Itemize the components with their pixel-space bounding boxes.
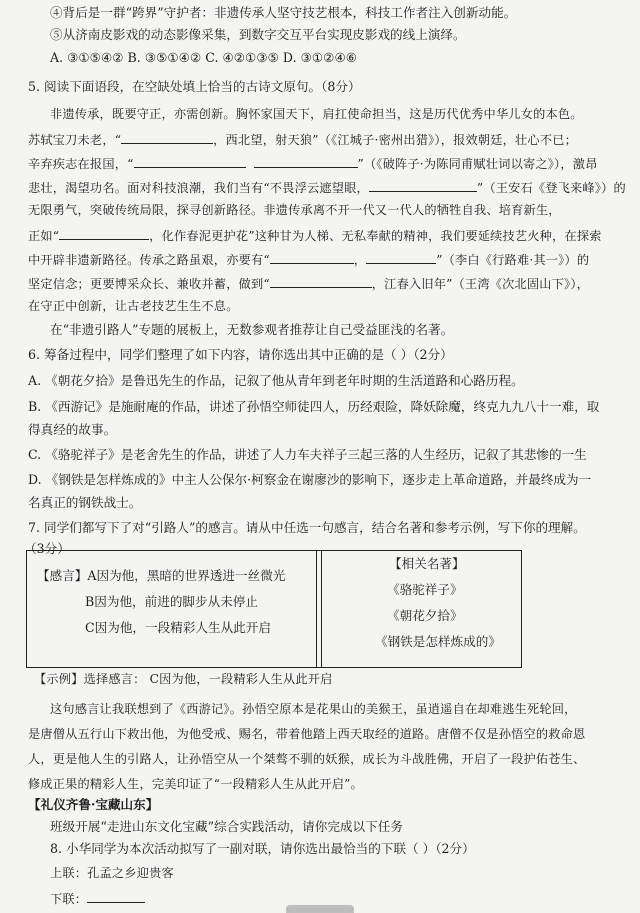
- book-item: 《朝花夕拾》: [387, 608, 463, 623]
- q6-prompt: 6. 筹备过程中，同学们整理了如下内容，请你选出其中正确的是（ ）（2分）: [28, 347, 453, 362]
- q5-line: 辛弃疾志在报国，“ ”（《破阵子·为陈同甫赋壮词以寄之》），激昂: [28, 153, 598, 173]
- section-title: 【礼仪齐鲁·宝藏山东】: [28, 797, 159, 812]
- q6-option-a: A. 《朝花夕拾》是鲁迅先生的作品，记叙了他从青年到老年时期的生活道路和心路历程。: [28, 373, 524, 388]
- answer-blank[interactable]: [366, 249, 436, 264]
- scroll-handle[interactable]: [286, 905, 354, 913]
- book-item: 《钢铁是怎样炼成的》: [375, 634, 501, 649]
- q5-line: 悲壮，渴望功名。面对科技浪潮，我们当有“不畏浮云遮望眼， ”（王安石《登飞来峰》）的: [28, 177, 626, 197]
- q6-option-d: D. 《钢铁是怎样炼成的》中主人公保尔·柯察金在谢廖沙的影响下，逐步走上革命道路，并最终成为一: [28, 472, 592, 487]
- quote-c: C因为他，一段精彩人生从此开启: [85, 620, 271, 635]
- example-line: 修成正果的精彩人生，完美印证了“一段精彩人生从此开启”。: [28, 777, 363, 791]
- q8-prompt: 8. 小华同学为本次活动拟写了一副对联，请你选出最恰当的下联（ ）（2分）: [50, 841, 475, 856]
- answer-blank[interactable]: [270, 273, 372, 288]
- quote-b: B因为他，前进的脚步从未停止: [85, 594, 258, 609]
- answer-blank[interactable]: [270, 249, 354, 264]
- sentence-5: ⑤从济南皮影戏的动态影像采集，到数字交互平台实现皮影戏的线上演绎。: [50, 27, 466, 42]
- couplet-lower: 下联：: [50, 888, 145, 908]
- q5-after: 在“非遗引路人”专题的展板上，无数参观者推荐让自己受益匪浅的名著。: [50, 322, 454, 337]
- q5-prompt: 5. 阅读下面语段，在空缺处填上恰当的古诗文原句。（8分）: [28, 79, 361, 94]
- q6-option-b-cont: 得真经的故事。: [28, 422, 117, 437]
- book-item: 《骆驼祥子》: [387, 582, 463, 597]
- q4-options: A. ③①⑤④② B. ③⑤①④② C. ④②①③⑤ D. ③①②④⑥: [50, 50, 358, 65]
- answer-blank[interactable]: [369, 177, 477, 192]
- answer-blank[interactable]: [87, 888, 145, 903]
- section-intro: 班级开展“走进山东文化宝藏”综合实践活动，请你完成以下任务: [50, 819, 403, 834]
- q5-line: 坚定信念；更要博采众长、兼收并蓄，做到“ ，江春入旧年”（王湾《次北固山下》），: [28, 273, 589, 293]
- q5-line: 中开辟非遗新路径。传承之路虽艰，亦要有“ ， ”（李白《行路难·其一》）的: [28, 249, 589, 269]
- example-line: 这句感言让我联想到了《西游记》。孙悟空原本是花果山的美猴王，虽逍遥自在却难逃生死轮回，: [50, 702, 577, 716]
- example-head: 【示例】选择感言： C因为他，一段精彩人生从此开启: [34, 672, 333, 686]
- q5-line: 无限勇气，突破传统局限，探寻创新路径。非遗传承离不开一代又一代人的牺牲自我、培育新生，: [28, 203, 561, 217]
- answer-blank[interactable]: [134, 153, 246, 168]
- q5-line: 在守正中创新，让古老技艺生生不息。: [28, 299, 239, 313]
- quote-a: 【感言】A因为他，黑暗的世界透进一丝微光: [37, 568, 286, 583]
- q6-option-c: C. 《骆驼祥子》是老舍先生的作品，讲述了人力车夫祥子三起三落的人生经历，记叙了其悲惨的一生: [28, 447, 587, 462]
- books-title: 【相关名著】: [389, 556, 465, 571]
- q5-line: 正如“ ，化作春泥更护花”这种甘为人梯、无私奉献的精神，我们要延续技艺火种，在探索: [28, 225, 602, 245]
- example-line: 人，更是他人生的引路人，让孙悟空从一个桀骜不驯的妖猴，成长为斗战胜佛，开启了一段护佑苍生、: [28, 752, 586, 766]
- couplet-upper: 上联：孔孟之乡迎贵客: [50, 866, 174, 880]
- answer-blank[interactable]: [59, 225, 149, 240]
- answer-blank[interactable]: [254, 153, 358, 168]
- q5-line: 非遗传承，既要守正，亦需创新。胸怀家国天下，肩扛使命担当，这是历代优秀中华儿女的本色。: [50, 107, 583, 121]
- q7-table: [26, 550, 522, 668]
- sentence-4: ④背后是一群“跨界”守护者：非遗传承人坚守技艺根本，科技工作者注入创新动能。: [50, 5, 517, 20]
- example-line: 是唐僧从五行山下救出他，为他受戒、赐名，带着他踏上西天取经的道路。唐僧不仅是孙悟空的救命恩: [28, 727, 586, 741]
- q6-option-d-cont: 名真正的钢铁战士。: [28, 495, 142, 510]
- answer-blank[interactable]: [121, 129, 213, 144]
- q7-prompt: 7. 同学们都写下了对“引路人”的感言。请从中任选一句感言，结合名著和参考示例，写下你的理解。: [28, 520, 586, 535]
- table-divider: [316, 551, 322, 667]
- q5-line: 苏轼宝刀未老，“ ，西北望，射天狼”（《江城子·密州出猎》），报效朝廷，壮心不已；: [28, 129, 577, 149]
- q7-score: （3分）: [24, 541, 70, 556]
- q6-option-b: B. 《西游记》是施耐庵的作品，讲述了孙悟空师徒四人，历经艰险，降妖除魔，终克九九八十一难，取: [28, 399, 600, 414]
